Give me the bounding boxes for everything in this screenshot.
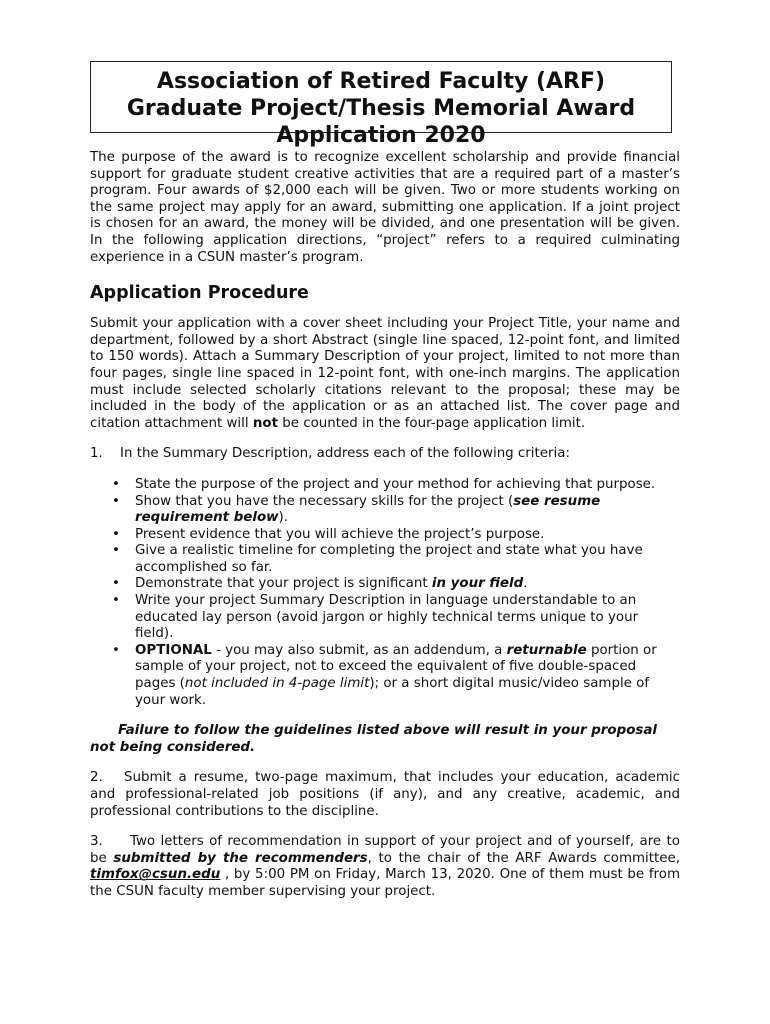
item-3-text-c: , by 5:00 PM on Friday, March 13, 2020. One of them must be from the CSUN faculty member supervising your project. xyxy=(90,867,680,899)
procedure-text-b: be counted in the four-page application limit. xyxy=(278,415,586,431)
list-item xyxy=(90,643,680,709)
bullet-icon: • xyxy=(112,526,120,542)
criteria-list xyxy=(90,477,680,709)
bullet-icon: • xyxy=(112,576,120,592)
list-item xyxy=(90,576,680,593)
list-item xyxy=(90,593,680,643)
title-line-1: Association of Retired Faculty (ARF) xyxy=(156,69,606,94)
item-3-paragraph xyxy=(90,834,680,900)
item-1-text: In the Summary Description, address each of the following criteria: xyxy=(120,446,570,462)
bullet-emphasis: see resume requirement below xyxy=(135,493,601,526)
bullet-text: Demonstrate that your project is significant xyxy=(135,576,432,592)
bullet-text: Present evidence that you will achieve the project’s purpose. xyxy=(135,526,545,542)
item-3-text-b: , to the chair of the ARF Awards committee, xyxy=(367,850,680,866)
list-item xyxy=(90,494,680,527)
bullet-text: - you may also submit, as an addendum, a xyxy=(211,642,507,658)
bullet-emphasis: in your field xyxy=(431,576,524,592)
list-item xyxy=(90,527,680,544)
procedure-paragraph xyxy=(90,316,680,432)
bullet-text: Show that you have the necessary skills for the project ( xyxy=(135,493,514,509)
list-item xyxy=(90,477,680,494)
bullet-text: . xyxy=(523,576,528,592)
document-body xyxy=(90,150,680,915)
procedure-text-a: Submit your application with a cover sheet including your Project Title, your name and department, followed by a short Abstract (single line spaced, 12-point font, and limited to 150 words). Attach a Summary Description of your project, limited to not more than four pages, single line spaced in 12-point font, with one-inch margins. The application must include selected scholarly citations relevant to the proposal; these may be included in the body of the application or as an attached list. The cover page and citation attachment will xyxy=(90,316,680,431)
bullet-text: Give a realistic timeline for completing the project and state what you have accomplished so far. xyxy=(135,543,643,575)
bullet-icon: • xyxy=(112,493,120,509)
item-3-emphasis: submitted by the recommenders xyxy=(113,850,368,866)
bullet-emphasis: returnable xyxy=(506,642,587,658)
bullet-text: portion or sample of your project, not to exceed the equivalent of five double-spaced pages ( xyxy=(135,642,657,692)
bullet-bold: OPTIONAL xyxy=(135,642,212,658)
title-line-2: Graduate Project/Thesis Memorial Award xyxy=(126,96,636,121)
intro-paragraph: The purpose of the award is to recognize excellent scholarship and provide financial support for graduate student creative activities that are a required part of a master’s program. Four awards of $2,000 each will be given. Two or more students working on the same project may apply for an award, submitting one application. If a joint project is chosen for an award, the money will be divided, and one presentation will be given. In the following application directions, “project” refers to a required culminating experience in a CSUN master’s program. xyxy=(90,150,680,265)
bullet-text: State the purpose of the project and your method for achieving that purpose. xyxy=(135,476,656,492)
title-line-3: Application 2020 xyxy=(276,123,486,148)
item-2-text: Submit a resume, two-page maximum, that includes your education, academic and professional-related job positions (if any), and any creative, academic, and professional contributions to the discipline. xyxy=(90,770,680,819)
item-3-number: 3. xyxy=(90,834,103,850)
item-1-number: 1. xyxy=(90,446,103,462)
bullet-icon: • xyxy=(112,543,120,559)
bullet-text: Write your project Summary Description in language understandable to an educated lay person (avoid jargon or highly technical terms unique to your field). xyxy=(135,593,639,642)
bullet-icon: • xyxy=(112,642,120,658)
warning-note: Failure to follow the guidelines listed above will result in your proposal not being considered. xyxy=(90,723,657,755)
item-2-number: 2. xyxy=(90,770,103,786)
item-2-paragraph xyxy=(90,770,680,820)
bullet-icon: • xyxy=(112,593,120,609)
item-3-text-a: Two letters of recommendation in support of your project and of yourself, are to be xyxy=(90,834,680,866)
procedure-text-bold: not xyxy=(252,415,278,431)
bullet-text: ). xyxy=(278,510,289,526)
criteria-intro xyxy=(90,446,680,463)
section-heading: Application Procedure xyxy=(90,283,309,304)
bullet-italic: not included in 4-page limit xyxy=(184,676,370,692)
title-box xyxy=(90,61,672,148)
list-item xyxy=(90,543,680,576)
email-link[interactable]: timfox@csun.edu xyxy=(90,867,221,883)
bullet-text: ); or a short digital music/video sample of your work. xyxy=(135,676,650,708)
bullet-icon: • xyxy=(112,476,120,492)
